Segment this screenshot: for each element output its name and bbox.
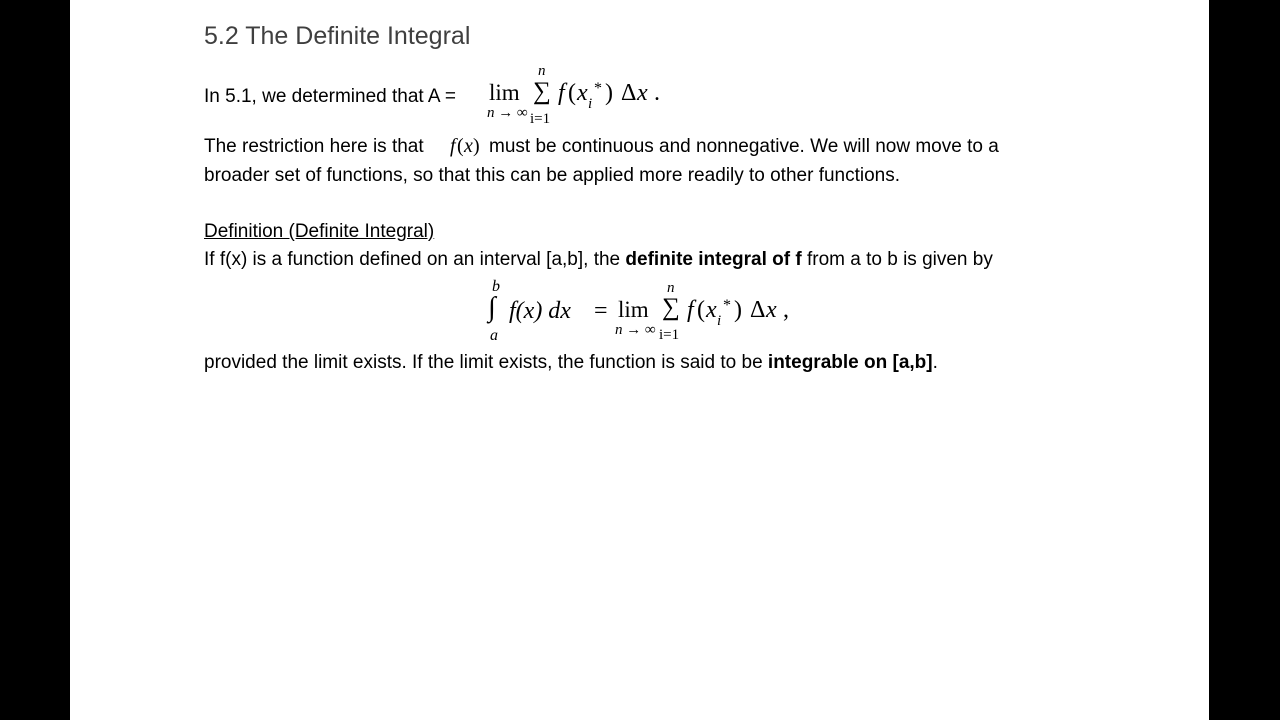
proviso-text [204,352,938,374]
definition-text-end: from a to b is given by [806,249,993,270]
inline-paren-open: ( [457,135,464,157]
equals-sign: = [594,298,608,324]
paren-close-b: ) [734,297,742,323]
subscript-i-b: i [717,313,722,329]
integrand: f(x) dx [509,298,571,324]
integral-lower-limit: a [490,327,498,344]
paren-open: ( [568,80,576,106]
proviso-period: . [932,352,938,373]
paren-open-b: ( [697,297,705,323]
period: . [654,80,660,106]
proviso-term: integrable on [a,b] [767,352,933,373]
definition-heading: Definition (Definite Integral) [204,221,435,242]
func-f-b: f [687,297,694,323]
integral-icon: ∫ [488,292,496,323]
sum-lower-limit: i=1 [530,111,551,127]
inline-x: x [464,135,473,157]
restriction-text-line2: broader set of functions, so that this can be applied more readily to other functions. [204,165,901,186]
sigma-icon: ∑ [533,78,551,105]
delta-icon: Δ [621,80,637,106]
lim-text: lim [489,80,520,105]
proviso-text-start: provided the limit exists. If the limit exists, the function is said to be [204,352,763,373]
restriction-text-start: The restriction here is that [204,136,424,157]
var-x: x [577,80,588,106]
lim-subscript: n → ∞ [487,105,528,121]
superscript-star: * [594,80,602,97]
superscript-star-b: * [723,297,731,314]
inline-f: f [450,135,456,157]
inline-paren-close: ) [473,135,480,157]
definition-text [204,249,993,271]
sum-lower-limit-b: i=1 [659,327,680,343]
lim-subscript-b: n → ∞ [615,322,656,338]
slide-page [70,0,1209,720]
sum-upper-limit: n [538,63,546,79]
definition-text-start: If f(x) is a function defined on an interval [a,b], the [204,249,621,270]
sum-upper-limit-b: n [667,280,675,296]
delta-icon-b: Δ [750,297,766,323]
var-dx-b: x [766,297,777,323]
var-dx: x [637,80,648,106]
paren-close: ) [605,80,613,106]
restriction-text-end: must be continuous and nonnegative. We will now move to a [489,136,999,157]
page-title: 5.2 The Definite Integral [204,22,471,50]
definition-term: definite integral of f [625,249,802,270]
var-x-b: x [706,297,717,323]
func-f: f [558,80,565,106]
intro-text: In 5.1, we determined that A = [204,86,456,107]
integral-upper-limit: b [492,278,500,295]
comma: , [783,297,789,323]
subscript-i: i [588,96,593,112]
lim-text-b: lim [618,297,649,322]
sigma-icon-b: ∑ [662,294,680,321]
